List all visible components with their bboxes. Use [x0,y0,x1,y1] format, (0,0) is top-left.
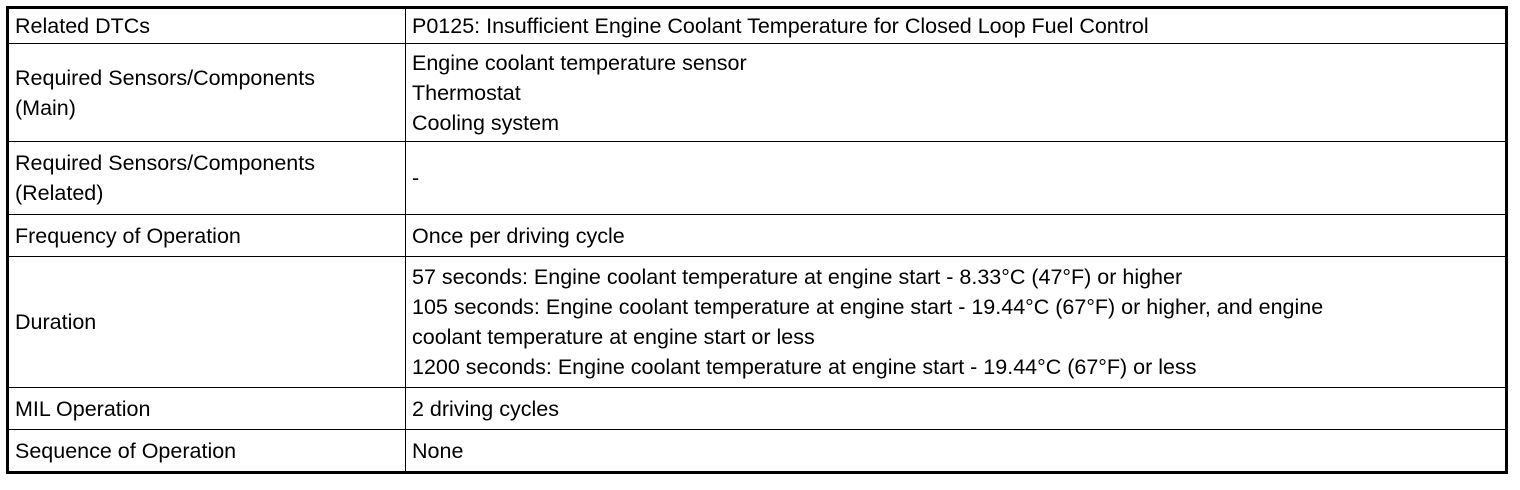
value-text: coolant temperature at engine start or less [412,325,815,349]
row-mil-operation [8,388,1507,430]
value-cell [406,388,1507,430]
value-text: 1200 seconds: Engine coolant temperature at engine start - 19.44°C (67°F) or less [412,355,1197,379]
row-related-dtcs [8,8,1507,44]
value-text: Once per driving cycle [412,223,625,248]
value-text: 2 driving cycles [412,396,559,421]
value-text: P0125: Insufficient Engine Coolant Temperature for Closed Loop Fuel Control [412,14,1149,38]
value-text: - [412,166,420,190]
row-frequency-of-operation [8,215,1507,257]
label-text: (Related) [15,181,104,205]
label-cell [8,142,406,215]
value-text: Engine coolant temperature sensor [412,50,747,75]
label-cell [8,44,406,142]
row-required-sensors-related [8,142,1507,215]
value-text: 57 seconds: Engine coolant temperature at engine start - 8.33°C (47°F) or higher [412,265,1183,289]
row-duration [8,257,1507,388]
label-text: Required Sensors/Components [15,65,315,90]
label-text: MIL Operation [15,396,151,421]
label-text: (Main) [15,95,76,120]
label-cell [8,430,406,473]
label-text: Required Sensors/Components [15,151,315,175]
value-cell [406,142,1507,215]
monitor-spec-table [6,6,1508,474]
value-text: None [412,438,464,463]
label-text: Related DTCs [15,14,151,38]
value-text: Thermostat [412,80,521,105]
row-sequence-of-operation [8,430,1507,473]
label-cell [8,215,406,257]
value-text: 105 seconds: Engine coolant temperature at engine start - 19.44°C (67°F) or higher, and engine [412,295,1324,319]
label-text: Sequence of Operation [15,438,237,463]
label-text: Duration [15,310,97,334]
label-text: Frequency of Operation [15,223,241,248]
value-text: Cooling system [412,110,559,135]
label-cell [8,388,406,430]
value-cell [406,430,1507,473]
label-cell [8,257,406,388]
value-cell [406,215,1507,257]
value-cell [406,257,1507,388]
row-required-sensors-main [8,44,1507,142]
value-cell [406,44,1507,142]
value-cell [406,8,1507,44]
label-cell [8,8,406,44]
